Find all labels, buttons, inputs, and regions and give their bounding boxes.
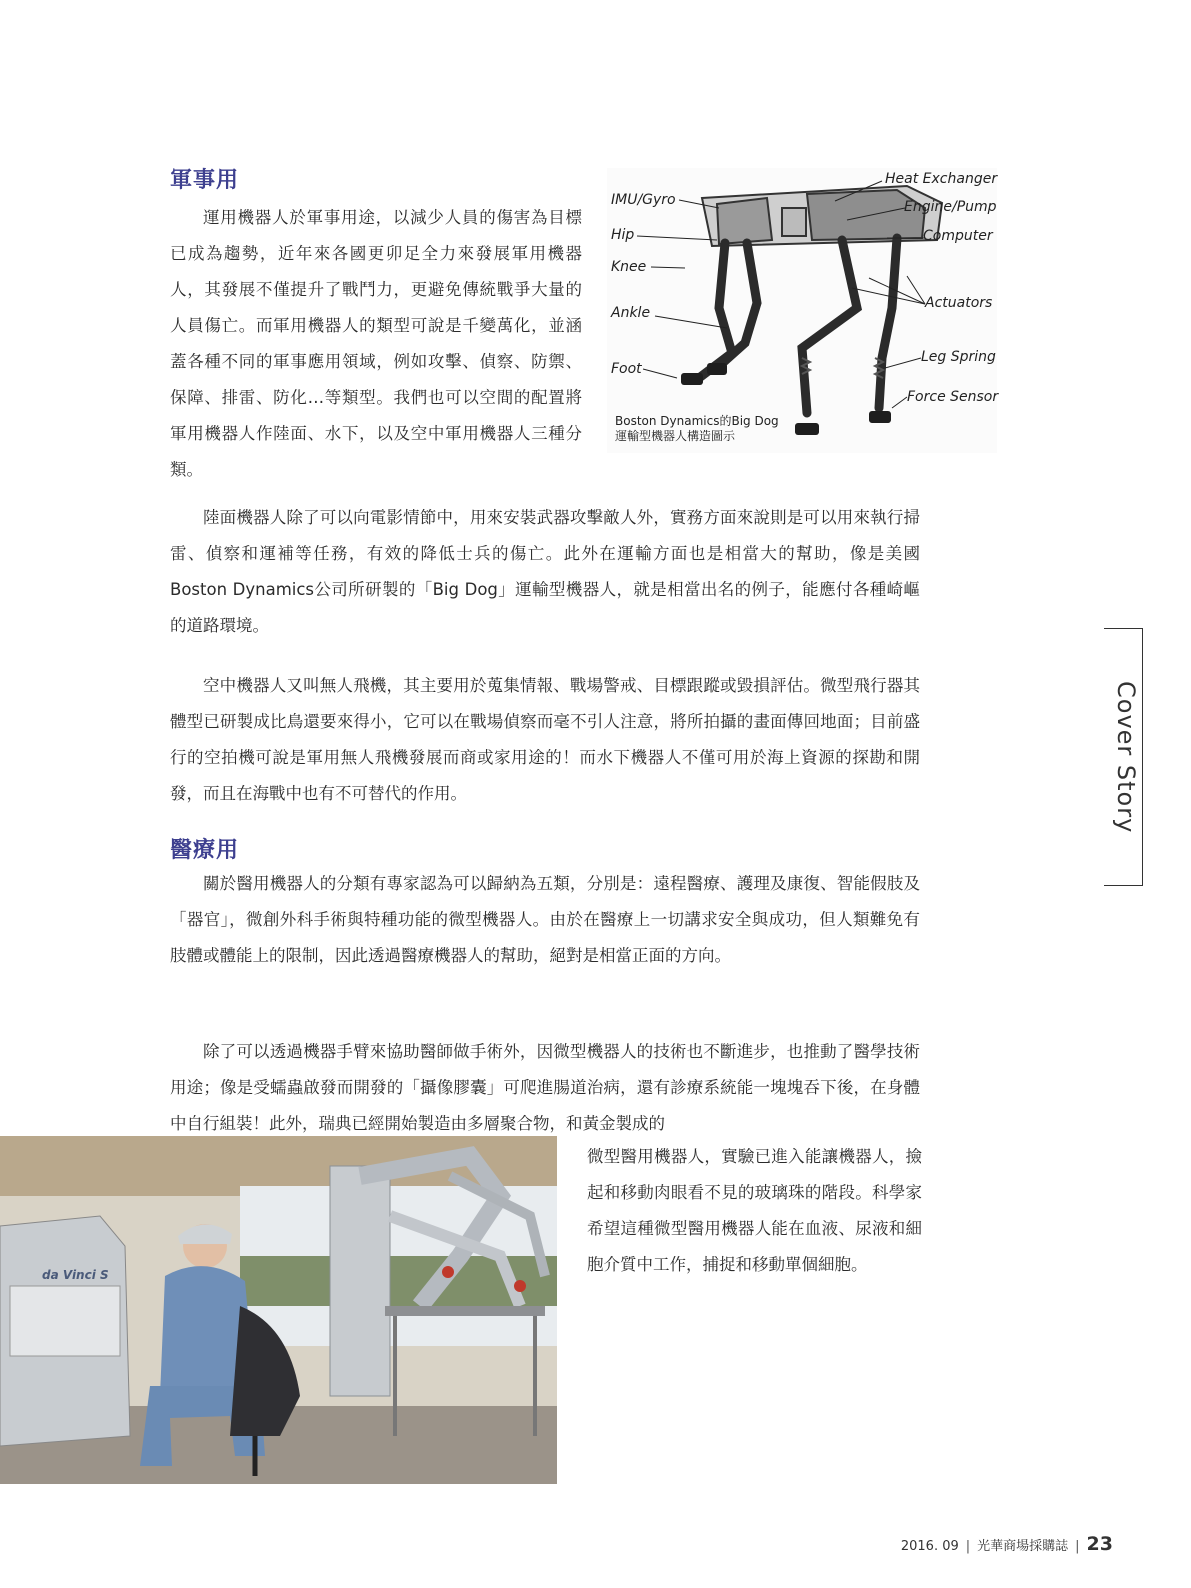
label-computer: Computer [923,228,993,244]
bigdog-caption-line2: 運輸型機器人構造圖示 [615,429,736,443]
page-footer [901,1533,1113,1555]
footer-divider: | [1075,1539,1080,1554]
paragraph-medical-robot-arms: 除了可以透過機器手臂來協助醫師做手術外，因微型機器人的技術也不斷進步，也推動了醫學技術用途；像是受蠕蟲啟發而開發的「攝像膠囊」可爬進腸道治病，還有診療系統能一塊塊吞下後，在身體中自行組裝！此外，瑞典已經開始製造由多層聚合物，和黃金製成的 [170,1042,920,1133]
label-heat-exchanger: Heat Exchanger [885,171,998,187]
label-hip: Hip [611,227,635,243]
da-vinci-logo: da Vinci S [42,1268,109,1282]
cover-story-tab [1104,628,1143,886]
cover-story-label: Cover Story [1112,680,1140,834]
page-number: 23 [1086,1533,1113,1555]
paragraph-medical-classification: 關於醫用機器人的分類有專家認為可以歸納為五類，分別是：遠程醫療、護理及康復、智能假肢及「器官」，微創外科手術與特種功能的微型機器人。由於在醫療上一切講求安全與成功，但人類難免有肢體或體能上的限制，因此透過醫療機器人的幫助，絕對是相當正面的方向。 [170,874,920,965]
label-leg-spring: Leg Spring [921,349,996,365]
footer-divider: | [965,1539,971,1554]
label-actuators: Actuators [925,295,993,311]
label-force-sensor: Force Sensor [907,389,999,405]
section-title-medical: 醫療用 [170,838,240,863]
bigdog-diagram [607,168,997,453]
bigdog-caption-line1: Boston Dynamics的Big Dog [615,414,779,428]
surgery-robot-photo [0,1136,557,1484]
label-engine-pump: Engine/Pump [904,199,997,215]
paragraph-military-intro: 運用機器人於軍事用途，以減少人員的傷害為目標已成為趨勢，近年來各國更卯足全力來發展軍用機器人，其發展不僅提升了戰鬥力，更避免傳統戰爭大量的人員傷亡。而軍用機器人的類型可說是千變萬化，並涵蓋各種不同的軍事應用領域，例如攻擊、偵察、防禦、保障、排雷、防化…等類型。我們也可以空間的配置將軍用機器人作陸面、水下，以及空中軍用機器人三種分類。 [170,208,582,479]
section-title-military: 軍事用 [170,168,240,193]
label-ankle: Ankle [611,305,651,321]
label-foot: Foot [611,361,642,377]
footer-magazine-name: 光華商場採購誌 [977,1539,1069,1554]
label-knee: Knee [611,259,647,275]
paragraph-land-robots: 陸面機器人除了可以向電影情節中，用來安裝武器攻擊敵人外，實務方面來說則是可以用來執行掃雷、偵察和運補等任務，有效的降低士兵的傷亡。此外在運輸方面也是相當大的幫助，像是美國Boston Dynamics公司所研製的「Big Dog」運輸型機器人，就是相當出名的例子，能應付各種崎嶇的道路環境。 [170,508,920,635]
bigdog-caption [615,414,779,444]
paragraph-micro-robots: 微型醫用機器人，實驗已進入能讓機器人，撿起和移動肉眼看不見的玻璃珠的階段。科學家希望這種微型醫用機器人能在血液、尿液和細胞介質中工作，捕捉和移動單個細胞。 [587,1147,922,1274]
footer-date: 2016. 09 [900,1539,959,1554]
paragraph-air-robots: 空中機器人又叫無人飛機，其主要用於蒐集情報、戰場警戒、目標跟蹤或毀損評估。微型飛行器其體型已研製成比鳥還要來得小，它可以在戰場偵察而毫不引人注意，將所拍攝的畫面傳回地面；目前盛行的空拍機可說是軍用無人飛機發展而商或家用途的！而水下機器人不僅可用於海上資源的探勘和開發，而且在海戰中也有不可替代的作用。 [170,676,920,803]
label-imu-gyro: IMU/Gyro [611,192,676,208]
surgery-scene-drawing [0,1136,557,1484]
